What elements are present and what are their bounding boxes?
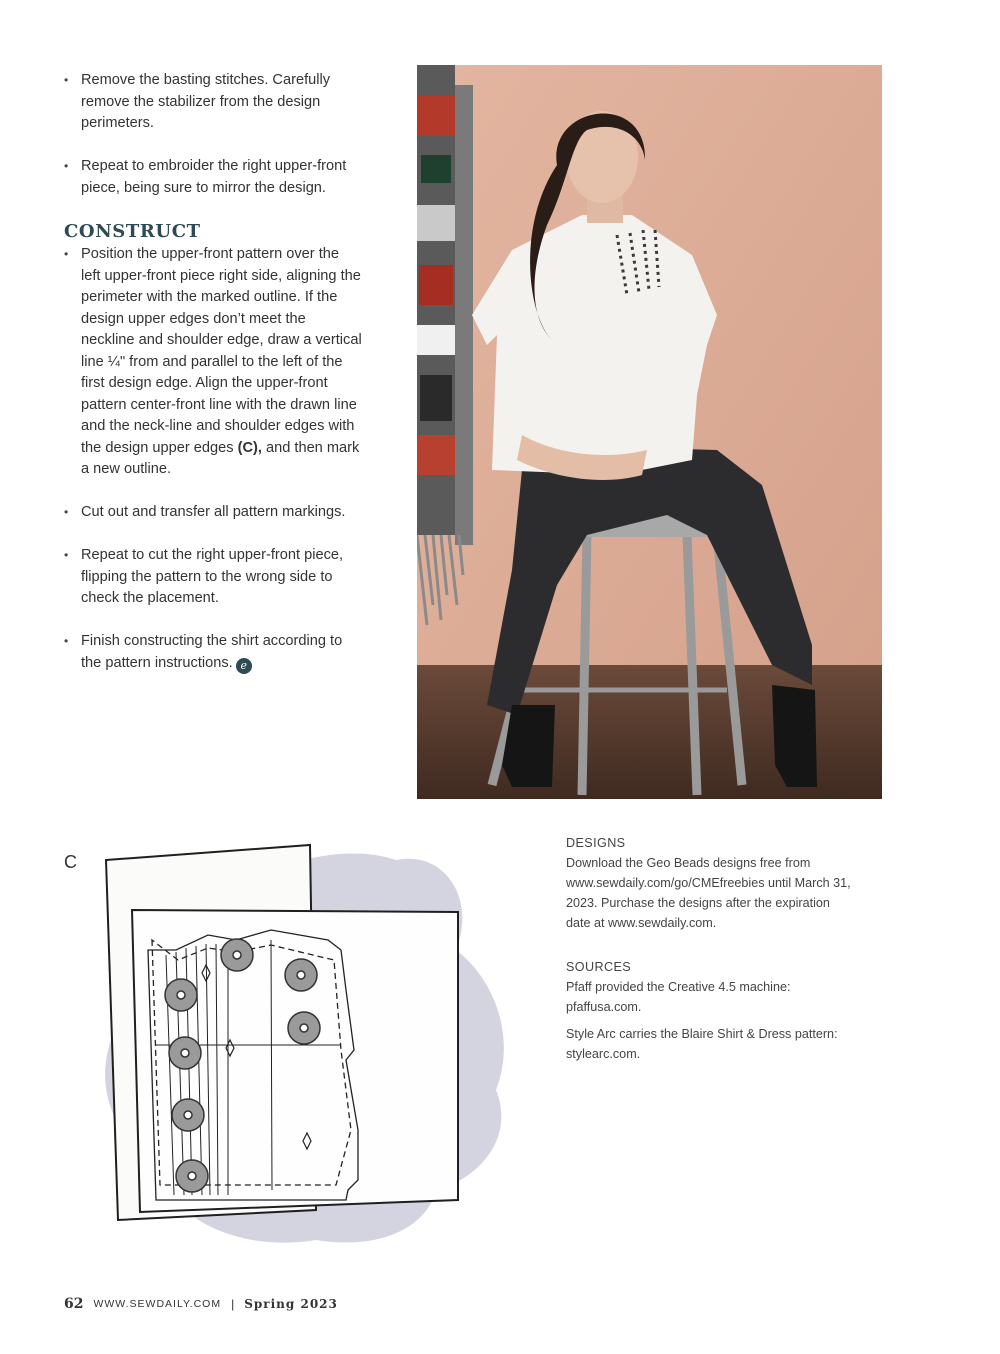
list-item: • Cut out and transfer all pattern markings. [62,502,362,524]
page-number: 62 [64,1296,84,1312]
sources-text-pfaff: Pfaff provided the Creative 4.5 machine: pfaffusa.com. [566,980,791,1014]
top-bullet-list [62,70,362,199]
page-footer [64,1296,338,1312]
list-item: • Repeat to embroider the right upper-front piece, being sure to mirror the design. [62,156,362,199]
designs-heading: DESIGNS [566,836,626,850]
designs-block [566,833,856,933]
sources-heading: SOURCES [566,960,632,974]
construct-bullet-list [62,244,362,674]
end-mark-icon: e [236,658,252,674]
model-photo [417,65,882,799]
bullet-text: Finish constructing the shirt according to the pattern instructions. [81,633,343,671]
sources-block [566,957,856,1064]
designs-text: Download the Geo Beads designs free from www.sewdaily.com/go/CMEfreebies until March 31, 2023. Purchase the designs after the expiration date at www.sewdaily.com. [566,856,851,930]
left-column [62,70,362,674]
list-item: • Remove the basting stitches. Carefully remove the stabilizer from the design perimeters. [62,70,362,135]
bullet-text: Position the upper-front pattern over the left upper-front piece right side, aligning the perimeter with the marked outline. If the design upper edges don’t meet the neckline and shoulder edge, draw a vertical line ¼" from and parallel to the left of the first design edge. Align the upper-front pattern center-front line with the drawn line and the neck-line and shoulder edges with the design upper edges [81,246,362,456]
sources-text-stylearc: Style Arc carries the Blaire Shirt & Dress pattern: stylearc.com. [566,1027,838,1061]
list-item: • Repeat to cut the right upper-front piece, flipping the pattern to the wrong side to check the placement. [62,545,362,610]
section-heading-construct: CONSTRUCT [64,221,201,242]
figure-label: C [64,852,77,872]
footer-separator: | [231,1297,235,1311]
right-column [566,833,856,1088]
list-item [62,244,362,481]
pattern-illustration [96,840,516,1250]
figure-reference: (C), [237,439,262,456]
list-item [62,631,362,674]
bullet-text: and then mark a new outline. [81,439,360,477]
footer-issue: Spring 2023 [244,1297,338,1311]
footer-site: WWW.SEWDAILY.COM [93,1298,222,1310]
